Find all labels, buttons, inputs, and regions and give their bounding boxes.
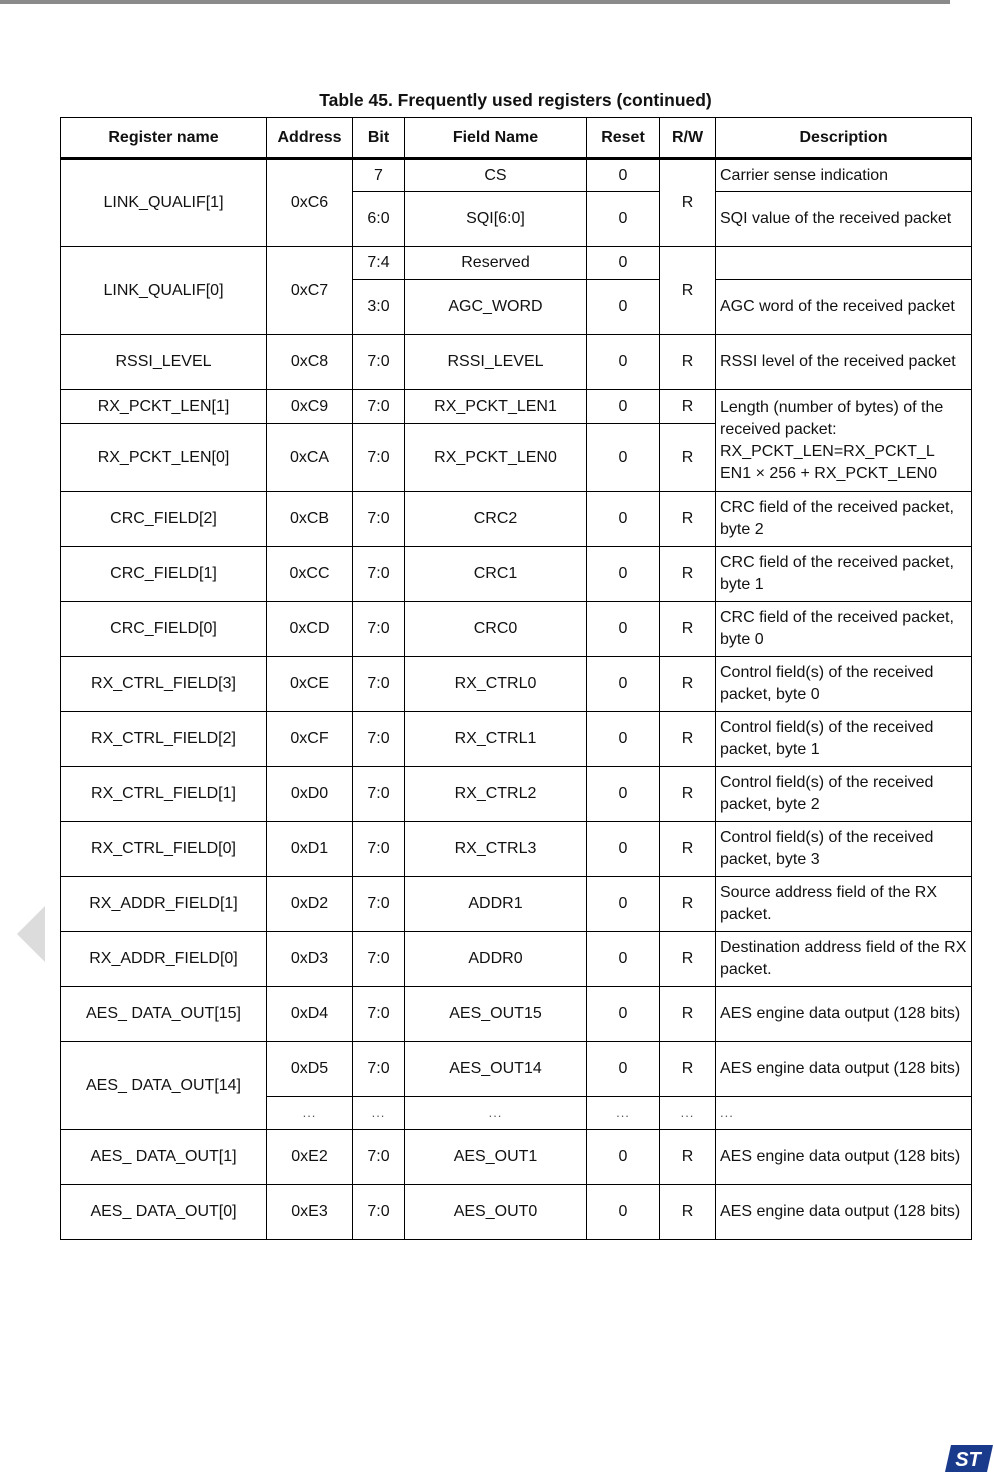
reset-cell: 0 <box>587 1185 660 1240</box>
reset-cell: 0 <box>587 822 660 877</box>
description-cell: AES engine data output (128 bits) <box>716 987 972 1042</box>
col-header-field-name: Field Name <box>405 118 587 159</box>
bit-cell: 7:0 <box>353 767 405 822</box>
table-row <box>61 657 972 712</box>
reset-cell: 0 <box>587 192 660 247</box>
address-cell: ... <box>267 1097 353 1130</box>
table-row <box>61 987 972 1042</box>
register-name-cell: RX_CTRL_FIELD[3] <box>61 657 267 712</box>
field-name-cell: AES_OUT15 <box>405 987 587 1042</box>
st-logo-text: ST <box>955 1449 981 1471</box>
rw-cell: R <box>660 602 716 657</box>
bit-cell: 7:0 <box>353 657 405 712</box>
col-header-reset: Reset <box>587 118 660 159</box>
rw-cell: R <box>660 657 716 712</box>
table-caption: Table 45. Frequently used registers (continued) <box>319 90 712 110</box>
table-row <box>61 822 972 877</box>
address-cell: 0xE2 <box>267 1130 353 1185</box>
description-cell: Control field(s) of the received packet, byte 2 <box>716 767 972 822</box>
rw-cell: R <box>660 1185 716 1240</box>
description-cell: Length (number of bytes) of the received packet: RX_PCKT_LEN=RX_PCKT_L EN1 × 256 + RX_PCKT_LEN0 <box>716 390 972 492</box>
field-name-cell: CRC2 <box>405 492 587 547</box>
register-name-cell: RSSI_LEVEL <box>61 335 267 390</box>
register-name-cell: AES_ DATA_OUT[1] <box>61 1130 267 1185</box>
rw-cell: R <box>660 877 716 932</box>
register-name-cell: RX_ADDR_FIELD[0] <box>61 932 267 987</box>
reset-cell: 0 <box>587 1130 660 1185</box>
address-cell: 0xC9 <box>267 390 353 424</box>
table-row <box>61 932 972 987</box>
address-cell: 0xD2 <box>267 877 353 932</box>
address-cell: 0xCF <box>267 712 353 767</box>
table-row <box>61 1130 972 1185</box>
col-header-bit: Bit <box>353 118 405 159</box>
bit-cell: 7:0 <box>353 1042 405 1097</box>
description-cell: Control field(s) of the received packet, byte 3 <box>716 822 972 877</box>
description-cell: Carrier sense indication <box>716 159 972 192</box>
rw-cell: R <box>660 712 716 767</box>
field-name-cell: RX_PCKT_LEN0 <box>405 424 587 492</box>
table-row <box>61 335 972 390</box>
rw-cell: R <box>660 335 716 390</box>
address-cell: 0xCA <box>267 424 353 492</box>
header-rule <box>0 0 950 4</box>
register-name-cell: CRC_FIELD[2] <box>61 492 267 547</box>
rw-cell: R <box>660 932 716 987</box>
rw-cell: R <box>660 987 716 1042</box>
field-name-cell: ADDR1 <box>405 877 587 932</box>
field-name-cell: SQI[6:0] <box>405 192 587 247</box>
field-name-cell: AES_OUT0 <box>405 1185 587 1240</box>
description-cell: AGC word of the received packet <box>716 280 972 335</box>
description-cell: ... <box>716 1097 972 1130</box>
reset-cell: 0 <box>587 247 660 280</box>
table-row <box>61 877 972 932</box>
table-row <box>61 247 972 280</box>
register-name-cell: AES_ DATA_OUT[15] <box>61 987 267 1042</box>
description-cell: Source address field of the RX packet. <box>716 877 972 932</box>
bit-cell: 7:0 <box>353 1130 405 1185</box>
register-name-cell: RX_CTRL_FIELD[2] <box>61 712 267 767</box>
bit-cell: 7:0 <box>353 335 405 390</box>
bit-cell: 7:0 <box>353 987 405 1042</box>
address-cell: 0xC6 <box>267 159 353 247</box>
field-name-cell: AGC_WORD <box>405 280 587 335</box>
register-name-cell: RX_PCKT_LEN[0] <box>61 424 267 492</box>
rw-cell: R <box>660 492 716 547</box>
register-name-cell: RX_PCKT_LEN[1] <box>61 390 267 424</box>
field-name-cell: RX_CTRL2 <box>405 767 587 822</box>
st-logo <box>945 1445 993 1472</box>
rw-cell: R <box>660 767 716 822</box>
field-name-cell: RSSI_LEVEL <box>405 335 587 390</box>
address-cell: 0xC8 <box>267 335 353 390</box>
description-cell: AES engine data output (128 bits) <box>716 1042 972 1097</box>
table-row <box>61 390 972 424</box>
col-header-register-name: Register name <box>61 118 267 159</box>
bit-cell: 7:0 <box>353 877 405 932</box>
rw-cell: R <box>660 822 716 877</box>
reset-cell: 0 <box>587 424 660 492</box>
bit-cell: 7 <box>353 159 405 192</box>
description-cell <box>716 247 972 280</box>
rw-cell: R <box>660 390 716 424</box>
register-name-cell: AES_ DATA_OUT[0] <box>61 1185 267 1240</box>
table-row <box>61 159 972 192</box>
address-cell: 0xE3 <box>267 1185 353 1240</box>
register-name-cell: AES_ DATA_OUT[14] <box>61 1042 267 1130</box>
field-name-cell: ADDR0 <box>405 932 587 987</box>
register-name-cell: LINK_QUALIF[0] <box>61 247 267 335</box>
address-cell: 0xCE <box>267 657 353 712</box>
description-cell: CRC field of the received packet, byte 2 <box>716 492 972 547</box>
reset-cell: 0 <box>587 280 660 335</box>
register-name-cell: RX_CTRL_FIELD[0] <box>61 822 267 877</box>
reset-cell: 0 <box>587 712 660 767</box>
reset-cell: 0 <box>587 602 660 657</box>
rw-cell: R <box>660 1130 716 1185</box>
description-cell: AES engine data output (128 bits) <box>716 1130 972 1185</box>
col-header-rw: R/W <box>660 118 716 159</box>
table-row <box>61 1042 972 1097</box>
col-header-address: Address <box>267 118 353 159</box>
rw-cell: R <box>660 1042 716 1097</box>
register-name-cell: RX_CTRL_FIELD[1] <box>61 767 267 822</box>
field-name-cell: CRC0 <box>405 602 587 657</box>
register-name-cell: LINK_QUALIF[1] <box>61 159 267 247</box>
description-cell: Destination address field of the RX packet. <box>716 932 972 987</box>
register-table <box>60 117 972 1240</box>
bit-cell: 7:0 <box>353 547 405 602</box>
reset-cell: 0 <box>587 877 660 932</box>
description-cell: Control field(s) of the received packet, byte 1 <box>716 712 972 767</box>
table-row <box>61 547 972 602</box>
reset-cell: 0 <box>587 767 660 822</box>
table-row <box>61 492 972 547</box>
table-row <box>61 767 972 822</box>
reset-cell: 0 <box>587 657 660 712</box>
description-cell: Control field(s) of the received packet, byte 0 <box>716 657 972 712</box>
bit-cell: 7:0 <box>353 1185 405 1240</box>
address-cell: 0xCC <box>267 547 353 602</box>
address-cell: 0xD3 <box>267 932 353 987</box>
field-name-cell: ... <box>405 1097 587 1130</box>
address-cell: 0xD4 <box>267 987 353 1042</box>
bit-cell: 7:0 <box>353 932 405 987</box>
reset-cell: ... <box>587 1097 660 1130</box>
bit-cell: ... <box>353 1097 405 1130</box>
rw-cell: R <box>660 424 716 492</box>
header-row <box>61 118 972 159</box>
reset-cell: 0 <box>587 987 660 1042</box>
bit-cell: 7:0 <box>353 712 405 767</box>
address-cell: 0xCD <box>267 602 353 657</box>
register-name-cell: RX_ADDR_FIELD[1] <box>61 877 267 932</box>
field-name-cell: CRC1 <box>405 547 587 602</box>
address-cell: 0xD0 <box>267 767 353 822</box>
bit-cell: 3:0 <box>353 280 405 335</box>
col-header-description: Description <box>716 118 972 159</box>
field-name-cell: RX_PCKT_LEN1 <box>405 390 587 424</box>
register-name-cell: CRC_FIELD[0] <box>61 602 267 657</box>
field-name-cell: CS <box>405 159 587 192</box>
rw-cell: R <box>660 159 716 247</box>
field-name-cell: Reserved <box>405 247 587 280</box>
rw-cell: R <box>660 547 716 602</box>
table-row <box>61 712 972 767</box>
address-cell: 0xD5 <box>267 1042 353 1097</box>
bit-cell: 7:0 <box>353 602 405 657</box>
description-cell: SQI value of the received packet <box>716 192 972 247</box>
rw-cell: R <box>660 247 716 335</box>
field-name-cell: RX_CTRL1 <box>405 712 587 767</box>
description-cell: CRC field of the received packet, byte 0 <box>716 602 972 657</box>
bit-cell: 7:0 <box>353 424 405 492</box>
reset-cell: 0 <box>587 492 660 547</box>
reset-cell: 0 <box>587 1042 660 1097</box>
address-cell: 0xC7 <box>267 247 353 335</box>
field-name-cell: RX_CTRL3 <box>405 822 587 877</box>
bit-cell: 6:0 <box>353 192 405 247</box>
bit-cell: 7:4 <box>353 247 405 280</box>
reset-cell: 0 <box>587 932 660 987</box>
previous-page-arrow-icon[interactable] <box>17 906 45 962</box>
description-cell: CRC field of the received packet, byte 1 <box>716 547 972 602</box>
reset-cell: 0 <box>587 159 660 192</box>
field-name-cell: AES_OUT1 <box>405 1130 587 1185</box>
bit-cell: 7:0 <box>353 390 405 424</box>
table-row <box>61 1185 972 1240</box>
address-cell: 0xCB <box>267 492 353 547</box>
reset-cell: 0 <box>587 335 660 390</box>
register-name-cell: CRC_FIELD[1] <box>61 547 267 602</box>
bit-cell: 7:0 <box>353 492 405 547</box>
reset-cell: 0 <box>587 390 660 424</box>
field-name-cell: AES_OUT14 <box>405 1042 587 1097</box>
table-row <box>61 602 972 657</box>
description-cell: AES engine data output (128 bits) <box>716 1185 972 1240</box>
field-name-cell: RX_CTRL0 <box>405 657 587 712</box>
bit-cell: 7:0 <box>353 822 405 877</box>
description-cell: RSSI level of the received packet <box>716 335 972 390</box>
reset-cell: 0 <box>587 547 660 602</box>
address-cell: 0xD1 <box>267 822 353 877</box>
rw-cell: ... <box>660 1097 716 1130</box>
